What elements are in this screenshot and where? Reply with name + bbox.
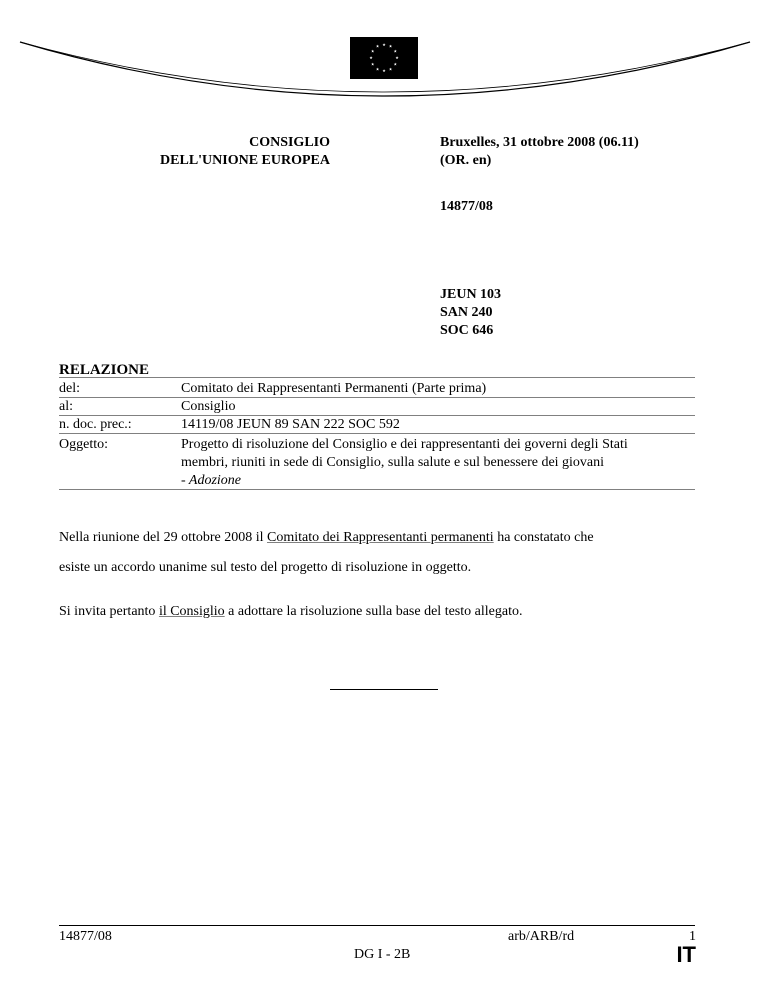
- council-name-line1: CONSIGLIO: [249, 135, 330, 150]
- footer-initials: arb/ARB/rd: [508, 929, 575, 944]
- svg-text:★: ★: [388, 66, 393, 72]
- svg-text:★: ★: [370, 61, 375, 67]
- paragraph-1: [59, 523, 699, 583]
- paragraph-text: ha constatato che: [493, 530, 594, 545]
- place-date-block: [440, 134, 639, 170]
- paragraph-text: esiste un accordo unanime sul testo del progetto di risoluzione in oggetto.: [59, 560, 472, 575]
- row-value-subject: [181, 436, 695, 490]
- svg-text:★: ★: [393, 48, 398, 54]
- original-language: (OR. en): [440, 153, 492, 168]
- row-label-from: del:: [59, 381, 80, 396]
- paragraph-text: Si invita pertanto: [59, 604, 159, 619]
- council-reference: il Consiglio: [158, 604, 225, 619]
- report-title: RELAZIONE: [59, 362, 150, 378]
- subject-code: SOC 646: [440, 323, 494, 338]
- place-date: Bruxelles, 31 ottobre 2008 (06.11): [440, 135, 639, 150]
- footer-dg: DG I - 2B: [354, 947, 411, 962]
- footer-doc-number: 14877/08: [59, 929, 112, 944]
- table-rule: [59, 377, 695, 378]
- table-rule: [59, 433, 695, 434]
- svg-text:★: ★: [382, 42, 386, 47]
- svg-text:★: ★: [375, 66, 380, 72]
- table-rule: [59, 489, 695, 490]
- council-name-line2: DELL'UNIONE EUROPEA: [160, 153, 330, 168]
- council-name: [100, 134, 330, 170]
- paragraph-text: a adottare la risoluzione sulla base del testo allegato.: [224, 604, 523, 619]
- paragraph-2: [59, 597, 699, 627]
- separator-line: [330, 689, 438, 690]
- subject-line-adoption: - Adozione: [181, 473, 242, 488]
- subject-line: membri, riuniti in sede di Consiglio, sulla salute e sul benessere dei giovani: [181, 455, 605, 470]
- paragraph-text: Nella riunione del 29 ottobre 2008 il: [59, 530, 268, 545]
- svg-text:★: ★: [388, 43, 393, 49]
- footer-page-number: 1: [689, 929, 696, 944]
- svg-text:★: ★: [375, 43, 380, 49]
- committee-reference: Comitato dei Rappresentanti permanenti: [267, 530, 494, 545]
- row-label-prev-doc: n. doc. prec.:: [59, 417, 132, 432]
- eu-flag-icon: [350, 37, 418, 79]
- doc-number: 14877/08: [440, 199, 493, 214]
- subject-code: SAN 240: [440, 305, 493, 320]
- row-value-prev-doc: 14119/08 JEUN 89 SAN 222 SOC 592: [181, 417, 400, 432]
- row-value-from: Comitato dei Rappresentanti Permanenti (Parte prima): [181, 381, 487, 396]
- svg-text:★: ★: [370, 48, 375, 54]
- footer-language: IT: [676, 942, 696, 967]
- subject-code: JEUN 103: [440, 287, 502, 302]
- footer-rule: [59, 925, 695, 926]
- svg-text:★: ★: [393, 61, 398, 67]
- subject-codes: [440, 286, 501, 340]
- row-label-subject: Oggetto:: [59, 437, 108, 452]
- svg-text:★: ★: [369, 55, 373, 60]
- row-value-to: Consiglio: [181, 399, 236, 414]
- svg-text:★: ★: [395, 55, 399, 60]
- subject-line: Progetto di risoluzione del Consiglio e dei rappresentanti dei governi degli Stati: [181, 437, 628, 452]
- svg-text:★: ★: [382, 68, 386, 73]
- row-label-to: al:: [59, 399, 73, 414]
